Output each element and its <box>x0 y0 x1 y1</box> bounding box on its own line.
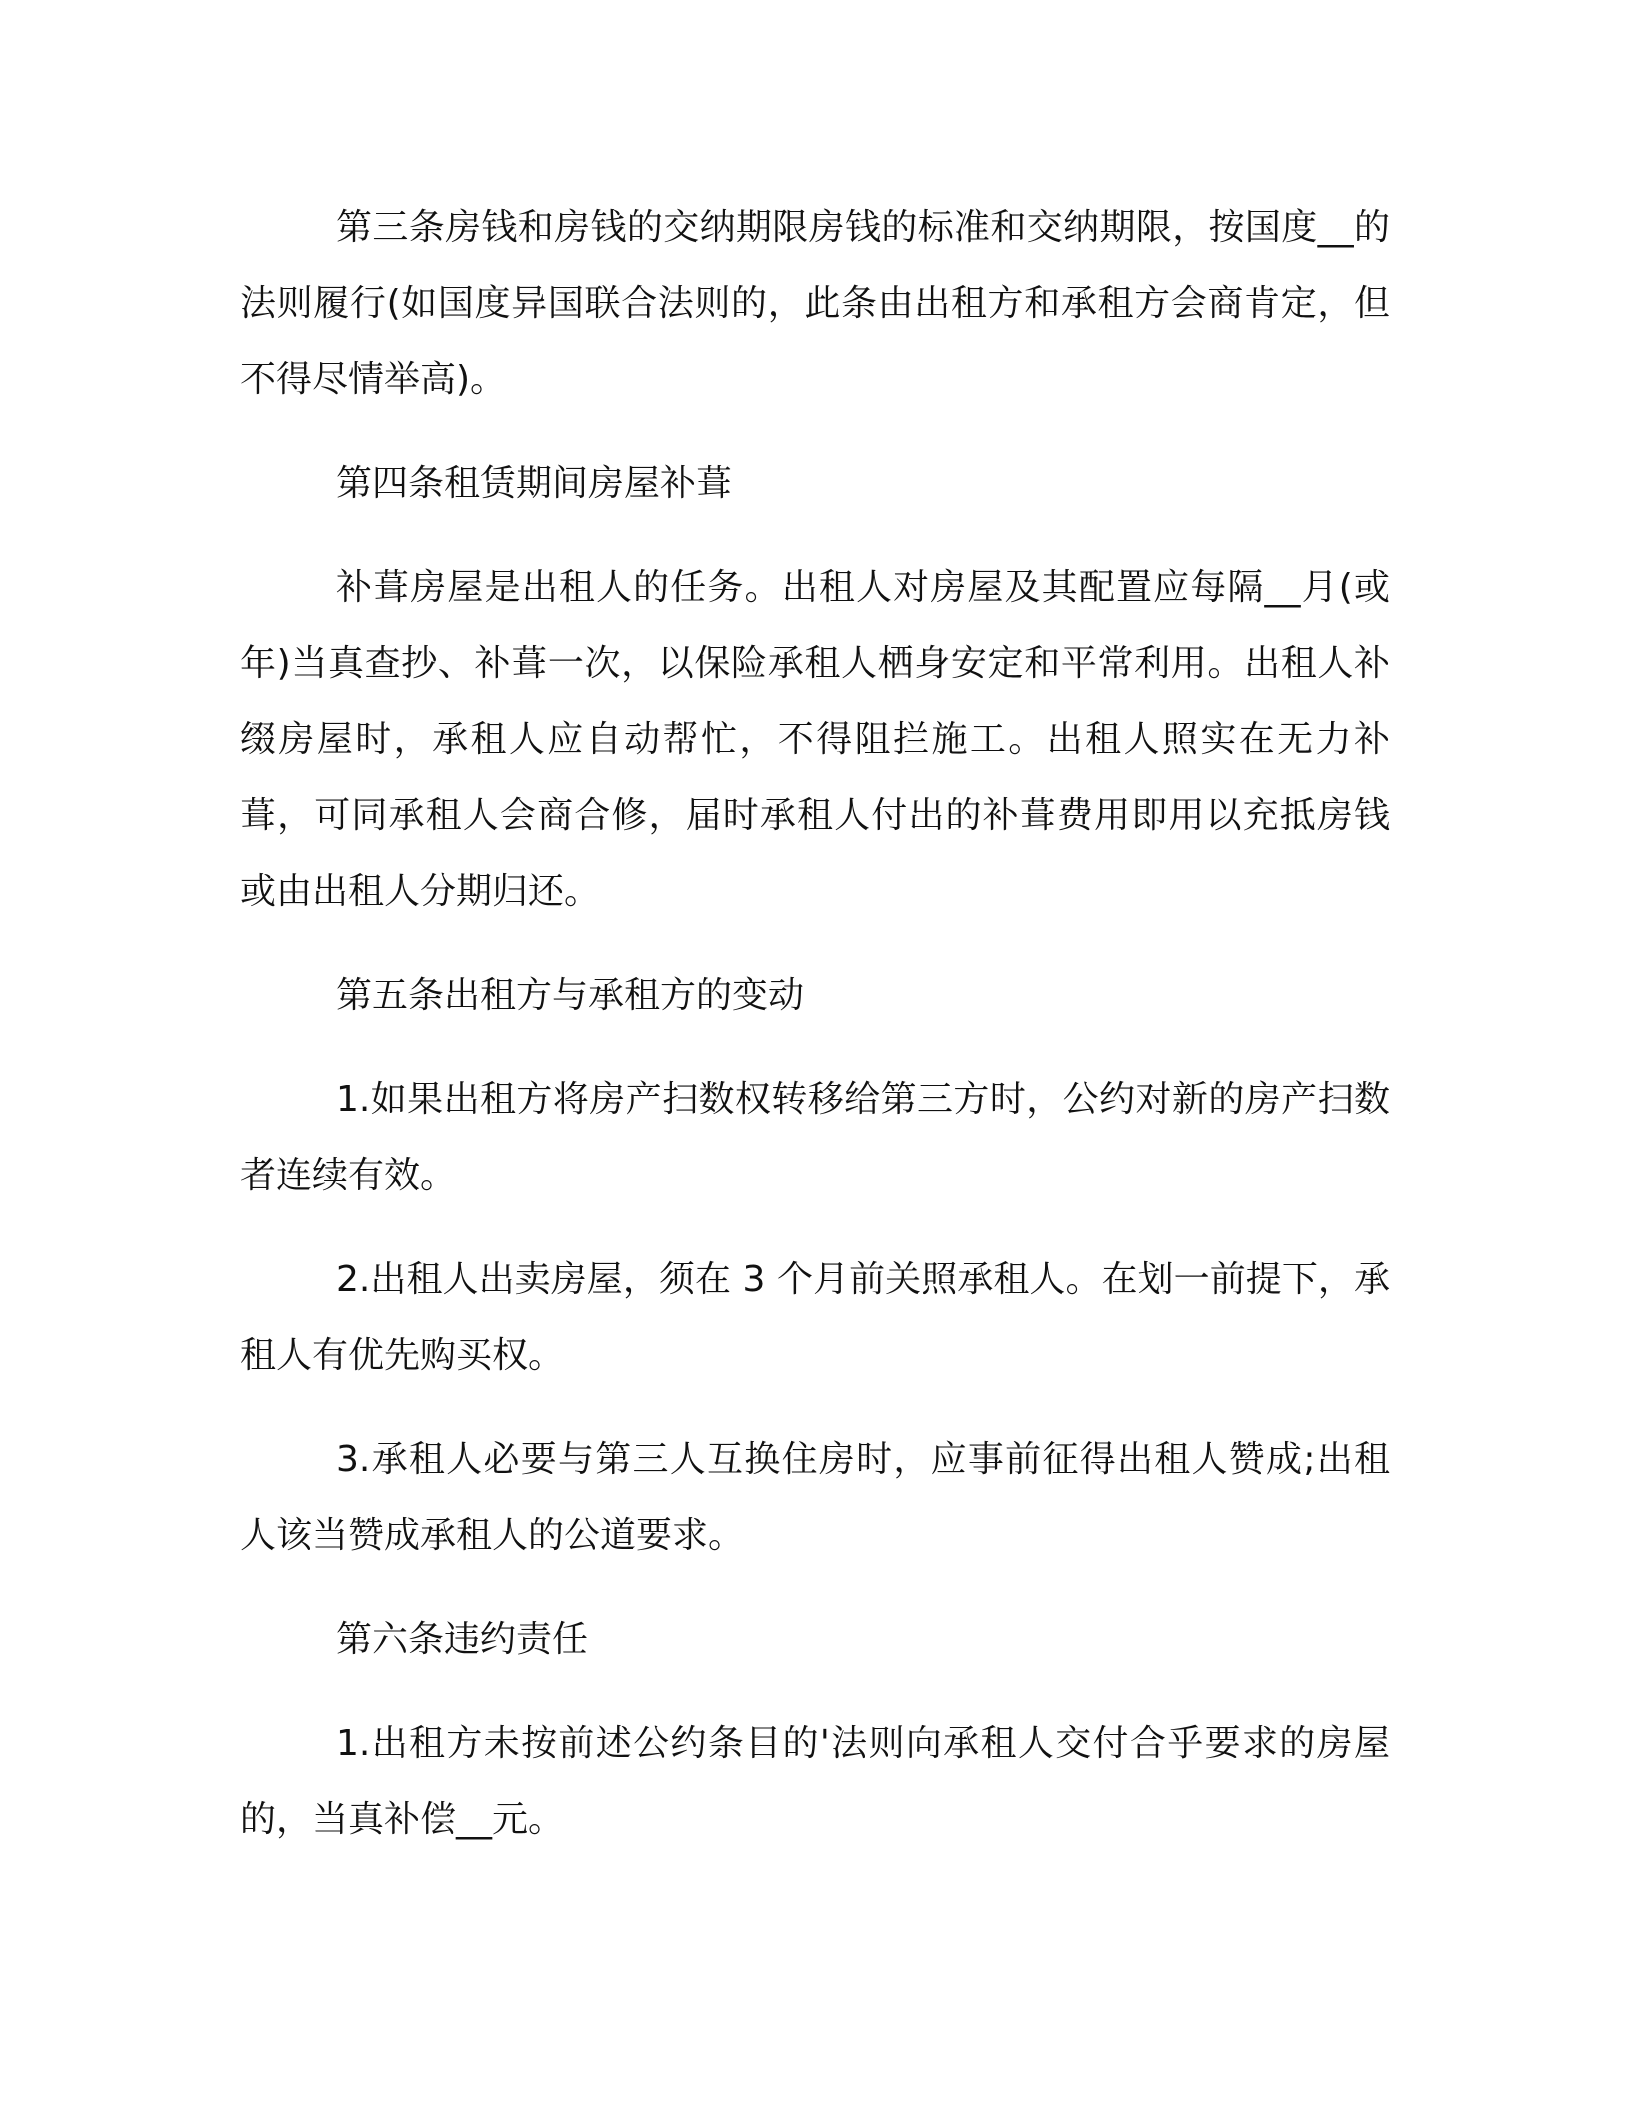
article-3-paragraph: 第三条房钱和房钱的交纳期限房钱的标准和交纳期限，按国度__的法则履行(如国度异国联合法则的，此条由出租方和承租方会商肯定，但不得尽情举高)。 <box>240 207 1390 400</box>
article-5-item-1: 1.如果出租方将房产扫数权转移给第三方时，公约对新的房产扫数者连续有效。 <box>240 1079 1390 1196</box>
article-4-heading: 第四条租赁期间房屋补葺 <box>336 463 733 504</box>
document-body <box>240 190 1390 1886</box>
article-6-item-1: 1.出租方未按前述公约条目的'法则向承租人交付合乎要求的房屋的，当真补偿__元。 <box>240 1723 1390 1840</box>
article-5-item-3: 3.承租人必要与第三人互换住房时，应事前征得出租人赞成;出租人该当赞成承租人的公道要求。 <box>240 1439 1390 1556</box>
article-4-paragraph: 补葺房屋是出租人的任务。出租人对房屋及其配置应每隔__月(或年)当真查抄、补葺一次，以保险承租人栖身安定和平常利用。出租人补缀房屋时，承租人应自动帮忙，不得阻拦施工。出租人照实在无力补葺，可同承租人会商合修，届时承租人付出的补葺费用即用以充抵房钱或由出租人分期归还。 <box>240 567 1390 912</box>
article-6-heading: 第六条违约责任 <box>336 1619 589 1660</box>
article-5-item-2: 2.出租人出卖房屋，须在 3 个月前关照承租人。在划一前提下，承租人有优先购买权。 <box>240 1259 1390 1376</box>
article-5-heading: 第五条出租方与承租方的变动 <box>336 975 805 1016</box>
